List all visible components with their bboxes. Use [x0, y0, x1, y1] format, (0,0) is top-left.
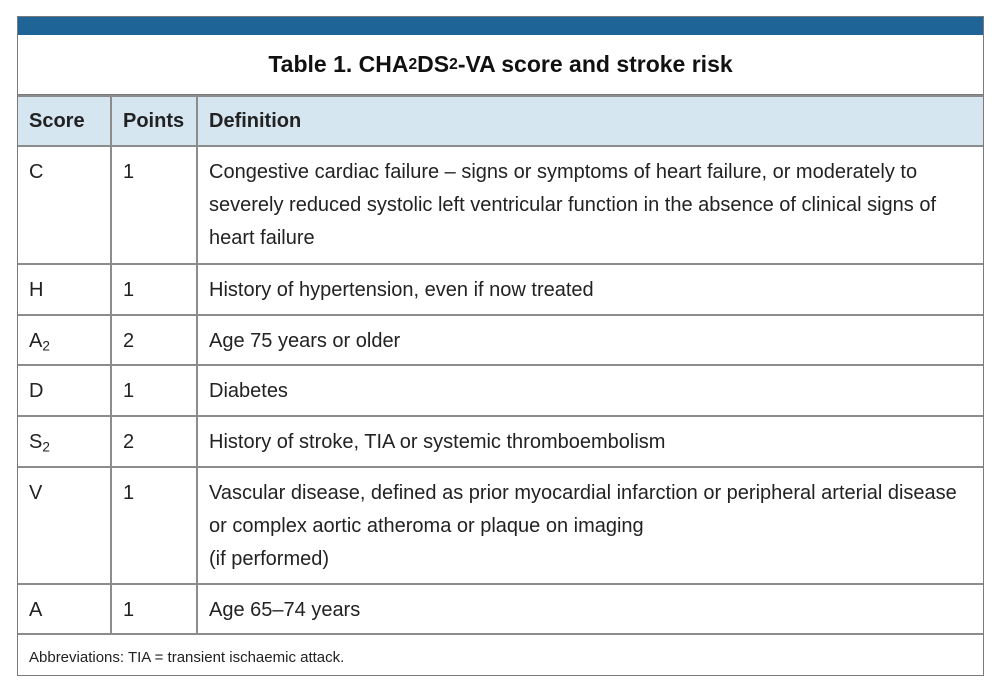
header-score: Score — [18, 96, 111, 146]
score-cell: V — [18, 467, 111, 584]
definition-cell: Age 65–74 years — [197, 584, 983, 634]
score-table — [18, 95, 983, 635]
table-row — [18, 467, 983, 584]
table-row — [18, 365, 983, 416]
score-cell: $A_2$ — [18, 315, 111, 365]
table-footnote: Abbreviations: TIA = transient ischaemic attack. — [29, 649, 345, 666]
table-row — [18, 146, 983, 264]
table-row — [18, 264, 983, 315]
header-row — [18, 96, 983, 146]
table-row — [18, 315, 983, 365]
table-row — [18, 584, 983, 634]
header-definition: Definition — [197, 96, 983, 146]
table-container — [17, 16, 984, 676]
points-cell: 1 — [111, 467, 197, 584]
score-cell: D — [18, 365, 111, 416]
accent-bar — [18, 17, 983, 35]
definition-cell: Age 75 years or older — [197, 315, 983, 365]
definition-cell: Vascular disease, defined as prior myocardial infarction or peripheral arterial disease or complex aortic atheroma or plaque on imaging (if performed) — [197, 467, 983, 584]
definition-cell: Diabetes — [197, 365, 983, 416]
score-cell: $S_2$ — [18, 416, 111, 467]
definition-cell: History of hypertension, even if now treated — [197, 264, 983, 315]
score-cell: C — [18, 146, 111, 264]
header-points: Points — [111, 96, 197, 146]
points-cell: 2 — [111, 315, 197, 365]
points-cell: 2 — [111, 416, 197, 467]
definition-cell: Congestive cardiac failure – signs or symptoms of heart failure, or moderately to severely reduced systolic left ventricular function in the absence of clinical signs of heart failure — [197, 146, 983, 264]
table-row — [18, 416, 983, 467]
table-title: Table 1. CHA 2 DS 2 -VA score and stroke risk — [18, 35, 983, 95]
points-cell: 1 — [111, 584, 197, 634]
points-cell: 1 — [111, 365, 197, 416]
score-cell: A — [18, 584, 111, 634]
definition-cell: History of stroke, TIA or systemic thromboembolism — [197, 416, 983, 467]
points-cell: 1 — [111, 146, 197, 264]
score-cell: H — [18, 264, 111, 315]
points-cell: 1 — [111, 264, 197, 315]
